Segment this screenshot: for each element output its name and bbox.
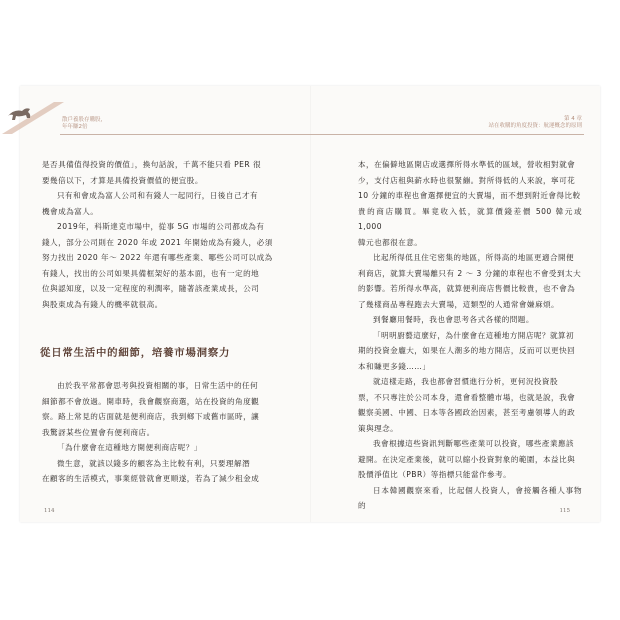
text-line: 利商店，就算大賣場離只有 2 ～ 3 分鐘的車程也不會受到太大 [358,268,582,278]
text-line: 避開。在決定產業後，就可以縮小投資對象的範圍，本益比與 [358,454,576,464]
text-line: 只有和會成為富人公司和有錢人一起同行，日後自己才有 [57,191,259,200]
text-line: 就這樣走路，我也都會習慣進行分析，更何況投資股 [373,377,559,386]
text-line: 微生意，就該以錢多的顧客為主比較有利，只要理解潛 [57,458,251,468]
right-page [310,86,600,522]
text-line: 本和賺更多錢……」 [358,361,431,371]
paragraph [42,219,290,312]
bull-icon [8,108,30,120]
text-line: 「明明廚藝這麼好，為什麼會在這種地方開店呢？就算初 [373,330,575,340]
text-line: 股價淨值比（PBR）等指標只能當作參考。 [358,470,512,479]
text-line: 機會成為富人。 [42,206,99,216]
text-line: 細節都不會放過。開車時，我會觀察商選，站在投資的角度觀 [42,396,260,406]
running-head-left [62,117,106,131]
text-line: 觀察美國、中國、日本等各國政治因素，甚至考慮領導人的政 [358,408,576,417]
text-line: 我驚訝某些位置會有便利商店。 [42,427,155,437]
text-line: 努力找出 2020 年～ 2022 年還有哪些產業、哪些公司可以成為 [42,253,273,262]
text-line: 位與認知度，以及一定程度的利潤率，隨著該產業成長，公司 [42,284,260,293]
paragraph [42,188,290,219]
paragraph [358,250,582,312]
text-line: 貴的商店購買。畢竟收入低，就算價錢差價 500 韓元或 1,000 [358,206,582,231]
text-line: 比起所得低且住宅密集的地區，所得高的地區更適合開便 [373,253,575,262]
text-line: 2019年，科斯達克市場中，從事 5G 市場的公司都成為有 [57,222,265,231]
book-spread [20,86,600,522]
text-line: 要幾倍以下，才算是具備投資價值的便宜股。 [42,175,203,185]
text-line: 策與理念。 [358,423,399,433]
left-page [20,86,310,522]
text-line: 了幾樣商品專程跑去大賣場，這類型的人通常會嫌麻煩。 [358,299,560,309]
quote: 「為什麼會在這種地方開便利商店呢？」 [57,443,202,452]
page-number-left: 114 [44,508,55,514]
quote [358,328,582,375]
text-line: 期的投資金龐大，如果在人潮多的地方開店，反而可以更快回 [358,346,576,355]
chapter-label: 第 4 章 [564,116,582,122]
text-line: 察。路上常見的店面就是便利商店，我到鄉下或舊市區時，讓 [42,412,260,421]
text-line: 票，不只專注於公司本身，還會看整體市場，也就是說，我會 [358,392,576,402]
paragraph [42,157,290,188]
right-body [358,157,582,514]
paragraph [42,378,290,440]
left-body-bottom [42,378,290,487]
text-line: 錢人，部分公司則在 2020 年或 2021 年開始成為有錢人，必須 [42,237,273,247]
page-number-right: 115 [559,508,570,514]
text-line: 少，支付店租與薪水時也很緊繃。對所得低的人來說，寧可花 [358,175,576,185]
paragraph: 到餐廳用餐時，我也會思考各式各樣的問題。 [373,315,534,324]
text-line: 10 分鐘的車程也會選擇便宜的大賣場，而不想到附近會得比較 [358,191,581,200]
text-line: 的影響。若所得水準高，就算便利商店售價比較貴，也不會為 [358,284,576,293]
paragraph [358,374,582,436]
text-line: 有錢人，找出的公司如果具備框架好的基本面，也有一定的地 [42,268,260,278]
paragraph [358,436,582,483]
text-line: 本，在偏僻地區開店或選擇所得水準低的區域，營收相對就會 [358,160,576,169]
section-heading: 從日常生活中的細節，培養市場洞察力 [40,347,231,359]
book-title-line: 年年賺2倍 [62,124,88,130]
paragraph: 日本韓國觀察來看，比起個人投資人，會接觸各種人事物的 [358,485,582,510]
header-rule [60,134,310,135]
text-line: 與股東成為有錢人的機率就很高。 [42,299,163,309]
paragraph [358,157,582,250]
text-line: 由於我平常都會思考與投資相關的事，日常生活中的任何 [57,381,259,390]
chapter-title: 站在收購的角度投資：航運概念的原則 [488,123,582,129]
text-line: 韓元也都很在意。 [358,237,423,247]
book-title-line: 散戶養股存購股， [62,117,107,123]
running-head-right [382,116,582,130]
header-rule [310,134,584,135]
text-line: 是否具備值得投資的價值」，換句話說，千萬不能只看 PER 很 [42,160,262,169]
paragraph [42,456,290,487]
text-line: 我會根據這些資訊判斷哪些產業可以投資，哪些產業應該 [373,439,575,448]
text-line: 在顧客的生活模式，事業經營就會更順遂，若為了減少租金成 [42,474,260,483]
left-body-top [42,157,290,312]
